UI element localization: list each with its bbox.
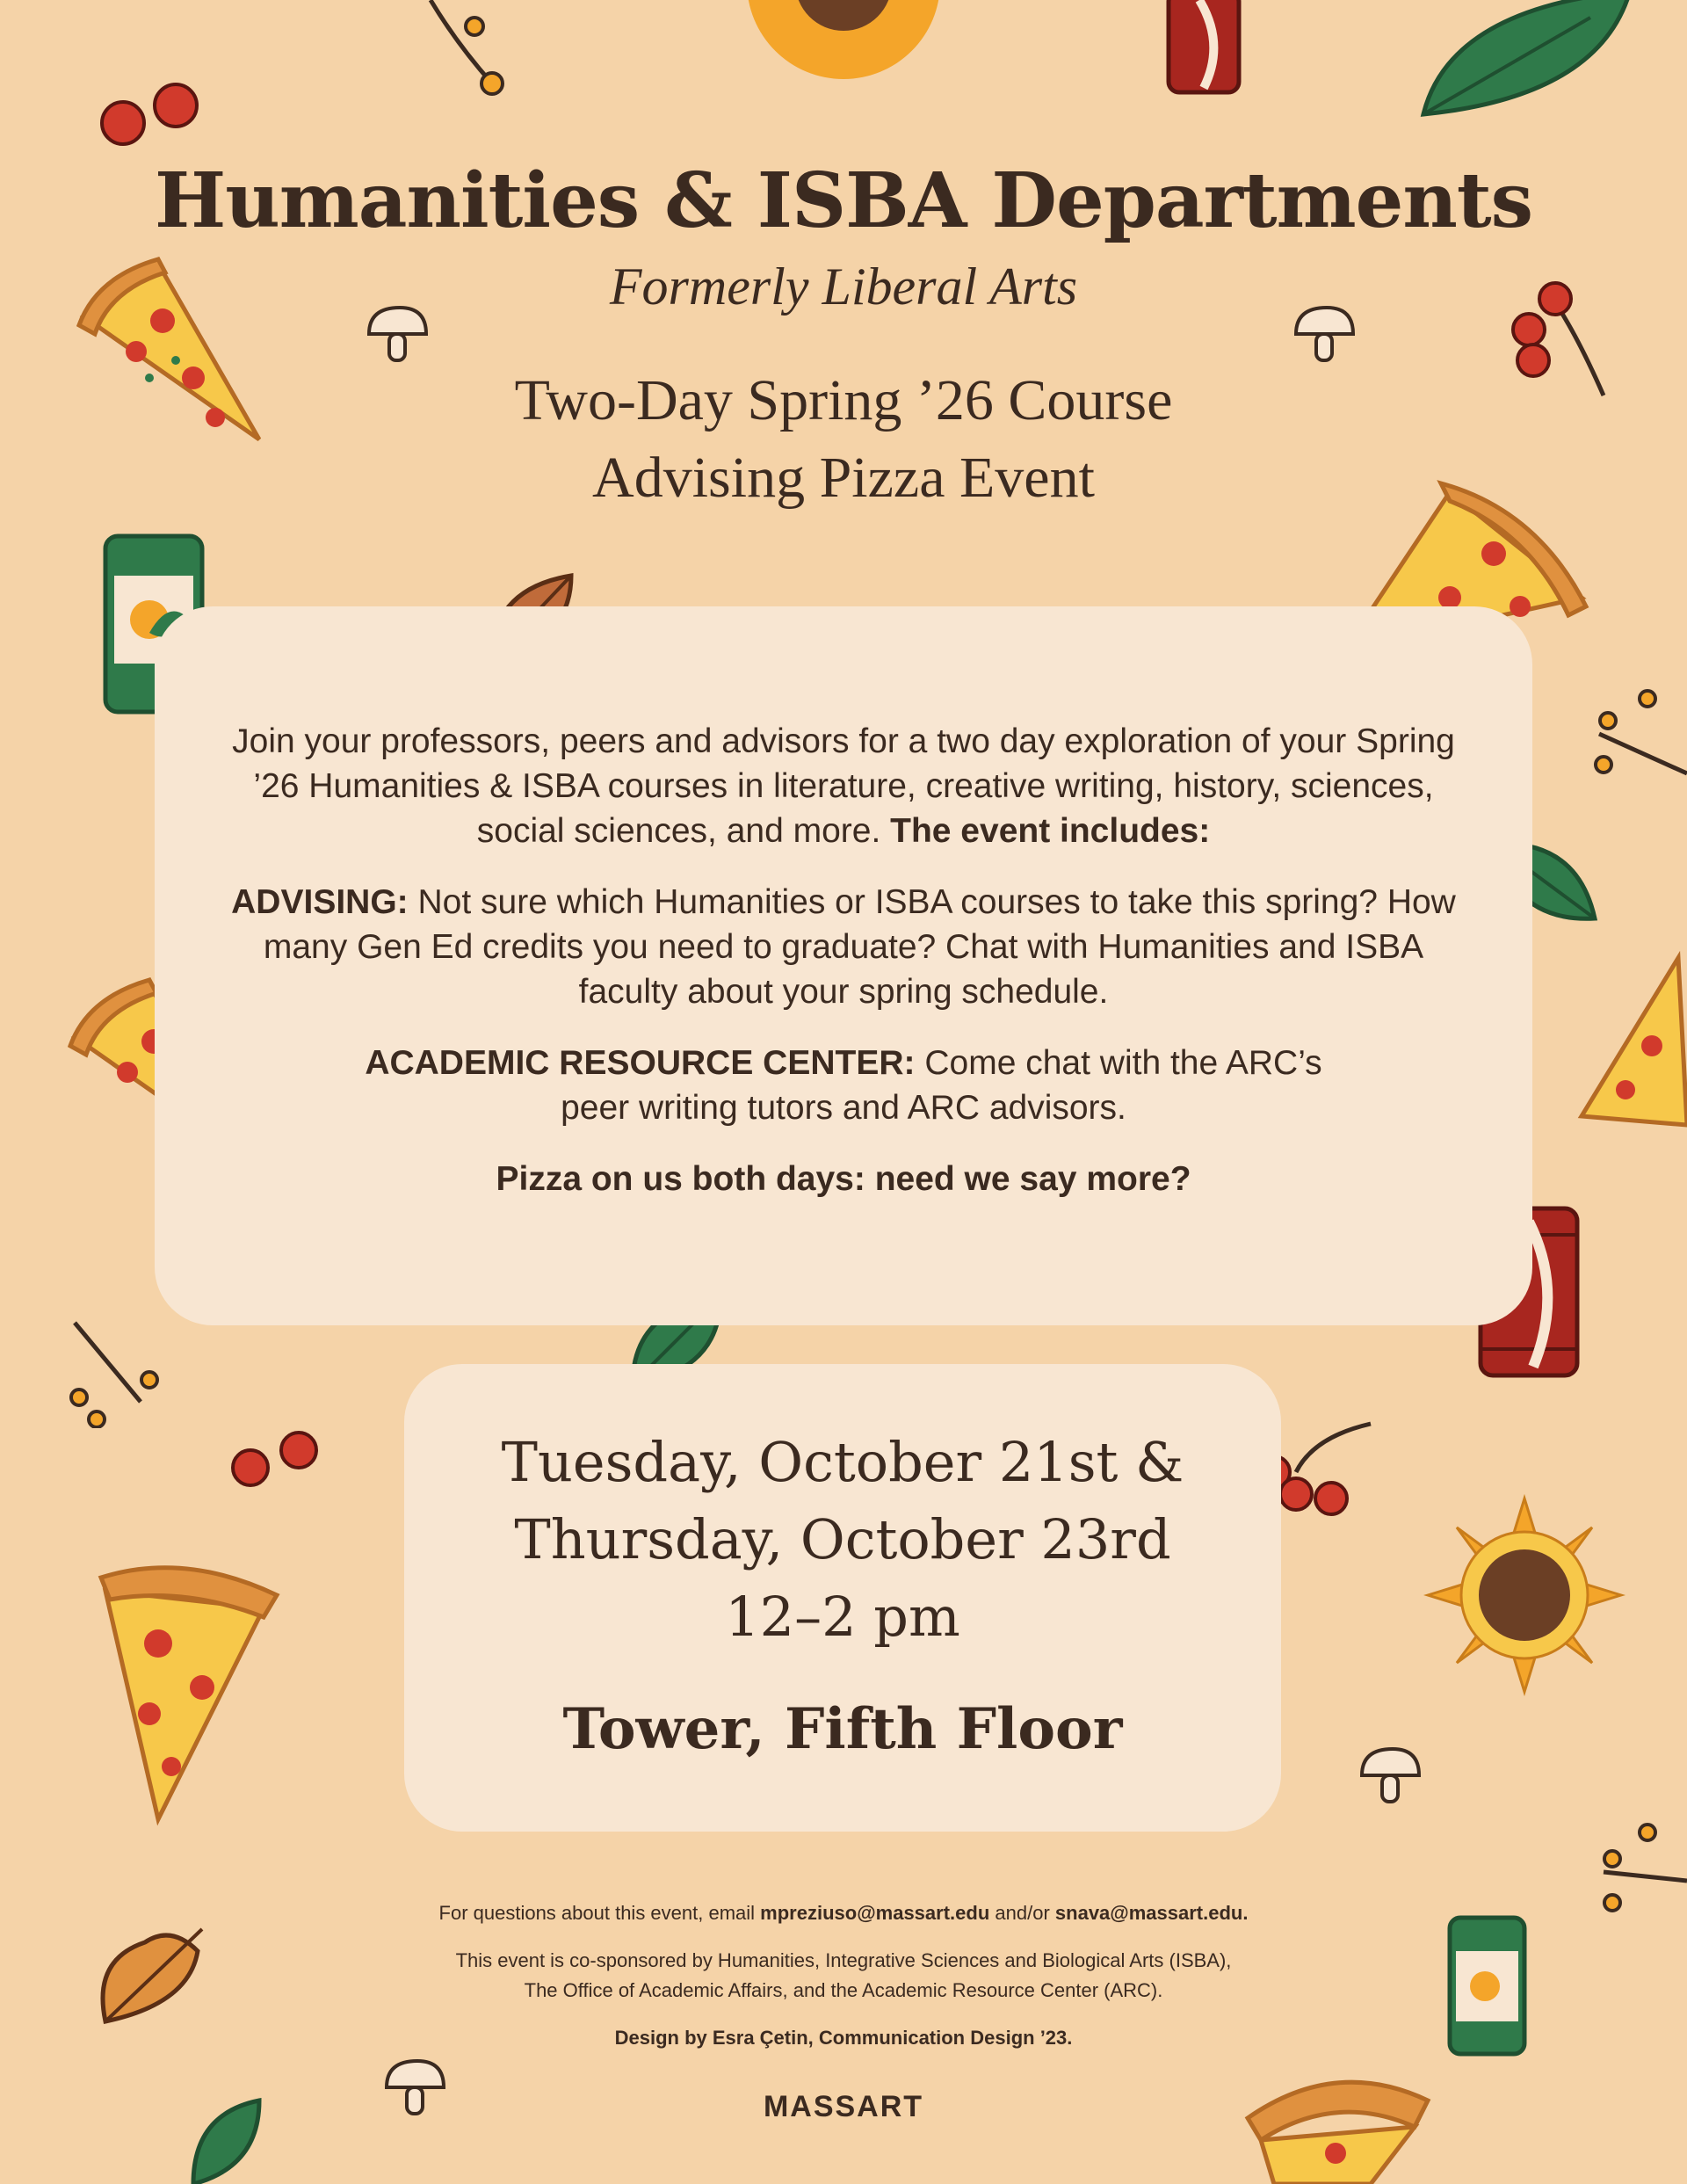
event-name <box>0 362 1687 517</box>
event-day1: Tuesday, October 21st & <box>501 1430 1184 1494</box>
sunflower-icon <box>1423 1494 1625 1696</box>
event-location: Tower, Fifth Floor <box>562 1696 1123 1762</box>
questions-prefix: For questions about this event, email <box>438 1902 756 1924</box>
intro-text: Join your professors, peers and advisors for a two day exploration of your Spring ’26 Humanities & ISBA courses in literature, creative writing, history, sciences, social sciences, and more. <box>232 722 1455 850</box>
event-name-line2: Advising Pizza Event <box>592 446 1095 510</box>
pizza-slice-icon <box>1573 940 1687 1143</box>
email-link-1[interactable]: mpreziuso@massart.edu <box>760 1902 990 1924</box>
mushroom-icon <box>1358 1745 1423 1806</box>
massart-logo: MASSART <box>763 2090 924 2123</box>
and-or-text: and/or <box>995 1902 1050 1924</box>
design-credit <box>0 2023 1687 2053</box>
twig-icon <box>62 1318 167 1428</box>
design-credit-text: Design by Esra Çetin, Communication Design ’23. <box>614 2027 1073 2049</box>
event-time: 12–2 pm <box>725 1585 960 1649</box>
page-subtitle: Formerly Liberal Arts <box>609 258 1078 316</box>
pizza-text: Pizza on us both days: need we say more? <box>496 1160 1191 1198</box>
berries-icon <box>228 1419 325 1490</box>
pizza-slice-icon <box>1239 2065 1441 2184</box>
advising-label: ADVISING: <box>231 883 409 921</box>
event-dates <box>404 1424 1281 1656</box>
sponsor-text <box>0 1946 1687 2006</box>
info-text <box>220 719 1467 1228</box>
advising-text: Not sure which Humanities or ISBA courses to take this spring? How many Gen Ed credits you need to graduate? Chat with Humanities and ISBA faculty about your spring schedule. <box>263 883 1456 1011</box>
pizza-paragraph <box>220 1157 1467 1201</box>
soda-can-icon <box>1164 0 1243 101</box>
berries-icon <box>92 66 206 149</box>
intro-paragraph <box>220 719 1467 853</box>
event-day2: Thursday, October 23rd <box>514 1507 1171 1571</box>
email-link-2[interactable]: snava@massart.edu. <box>1054 1902 1249 1924</box>
arc-paragraph <box>220 1041 1467 1130</box>
twig-icon <box>422 0 510 97</box>
event-name-line1: Two-Day Spring ’26 Course <box>514 368 1173 432</box>
leaf-icon <box>1415 0 1634 123</box>
page-title: Humanities & ISBA Departments <box>154 156 1532 245</box>
sponsor-line2: The Office of Academic Affairs, and the Academic Resource Center (ARC). <box>524 1979 1163 2001</box>
arc-text: Come chat with the ARC’s peer writing tutors and ARC advisors. <box>561 1044 1322 1127</box>
twig-icon <box>1590 686 1687 791</box>
questions-line <box>0 1898 1687 1928</box>
intro-bold: The event includes: <box>890 812 1211 850</box>
pizza-slice-icon <box>88 1556 299 1837</box>
sponsor-line1: This event is co-sponsored by Humanities, Integrative Sciences and Biological Arts (ISBA), <box>455 1949 1232 1971</box>
advising-paragraph <box>220 880 1467 1014</box>
footer <box>0 1898 1687 2071</box>
sunflower-icon <box>729 0 958 88</box>
arc-label: ACADEMIC RESOURCE CENTER: <box>365 1044 916 1082</box>
